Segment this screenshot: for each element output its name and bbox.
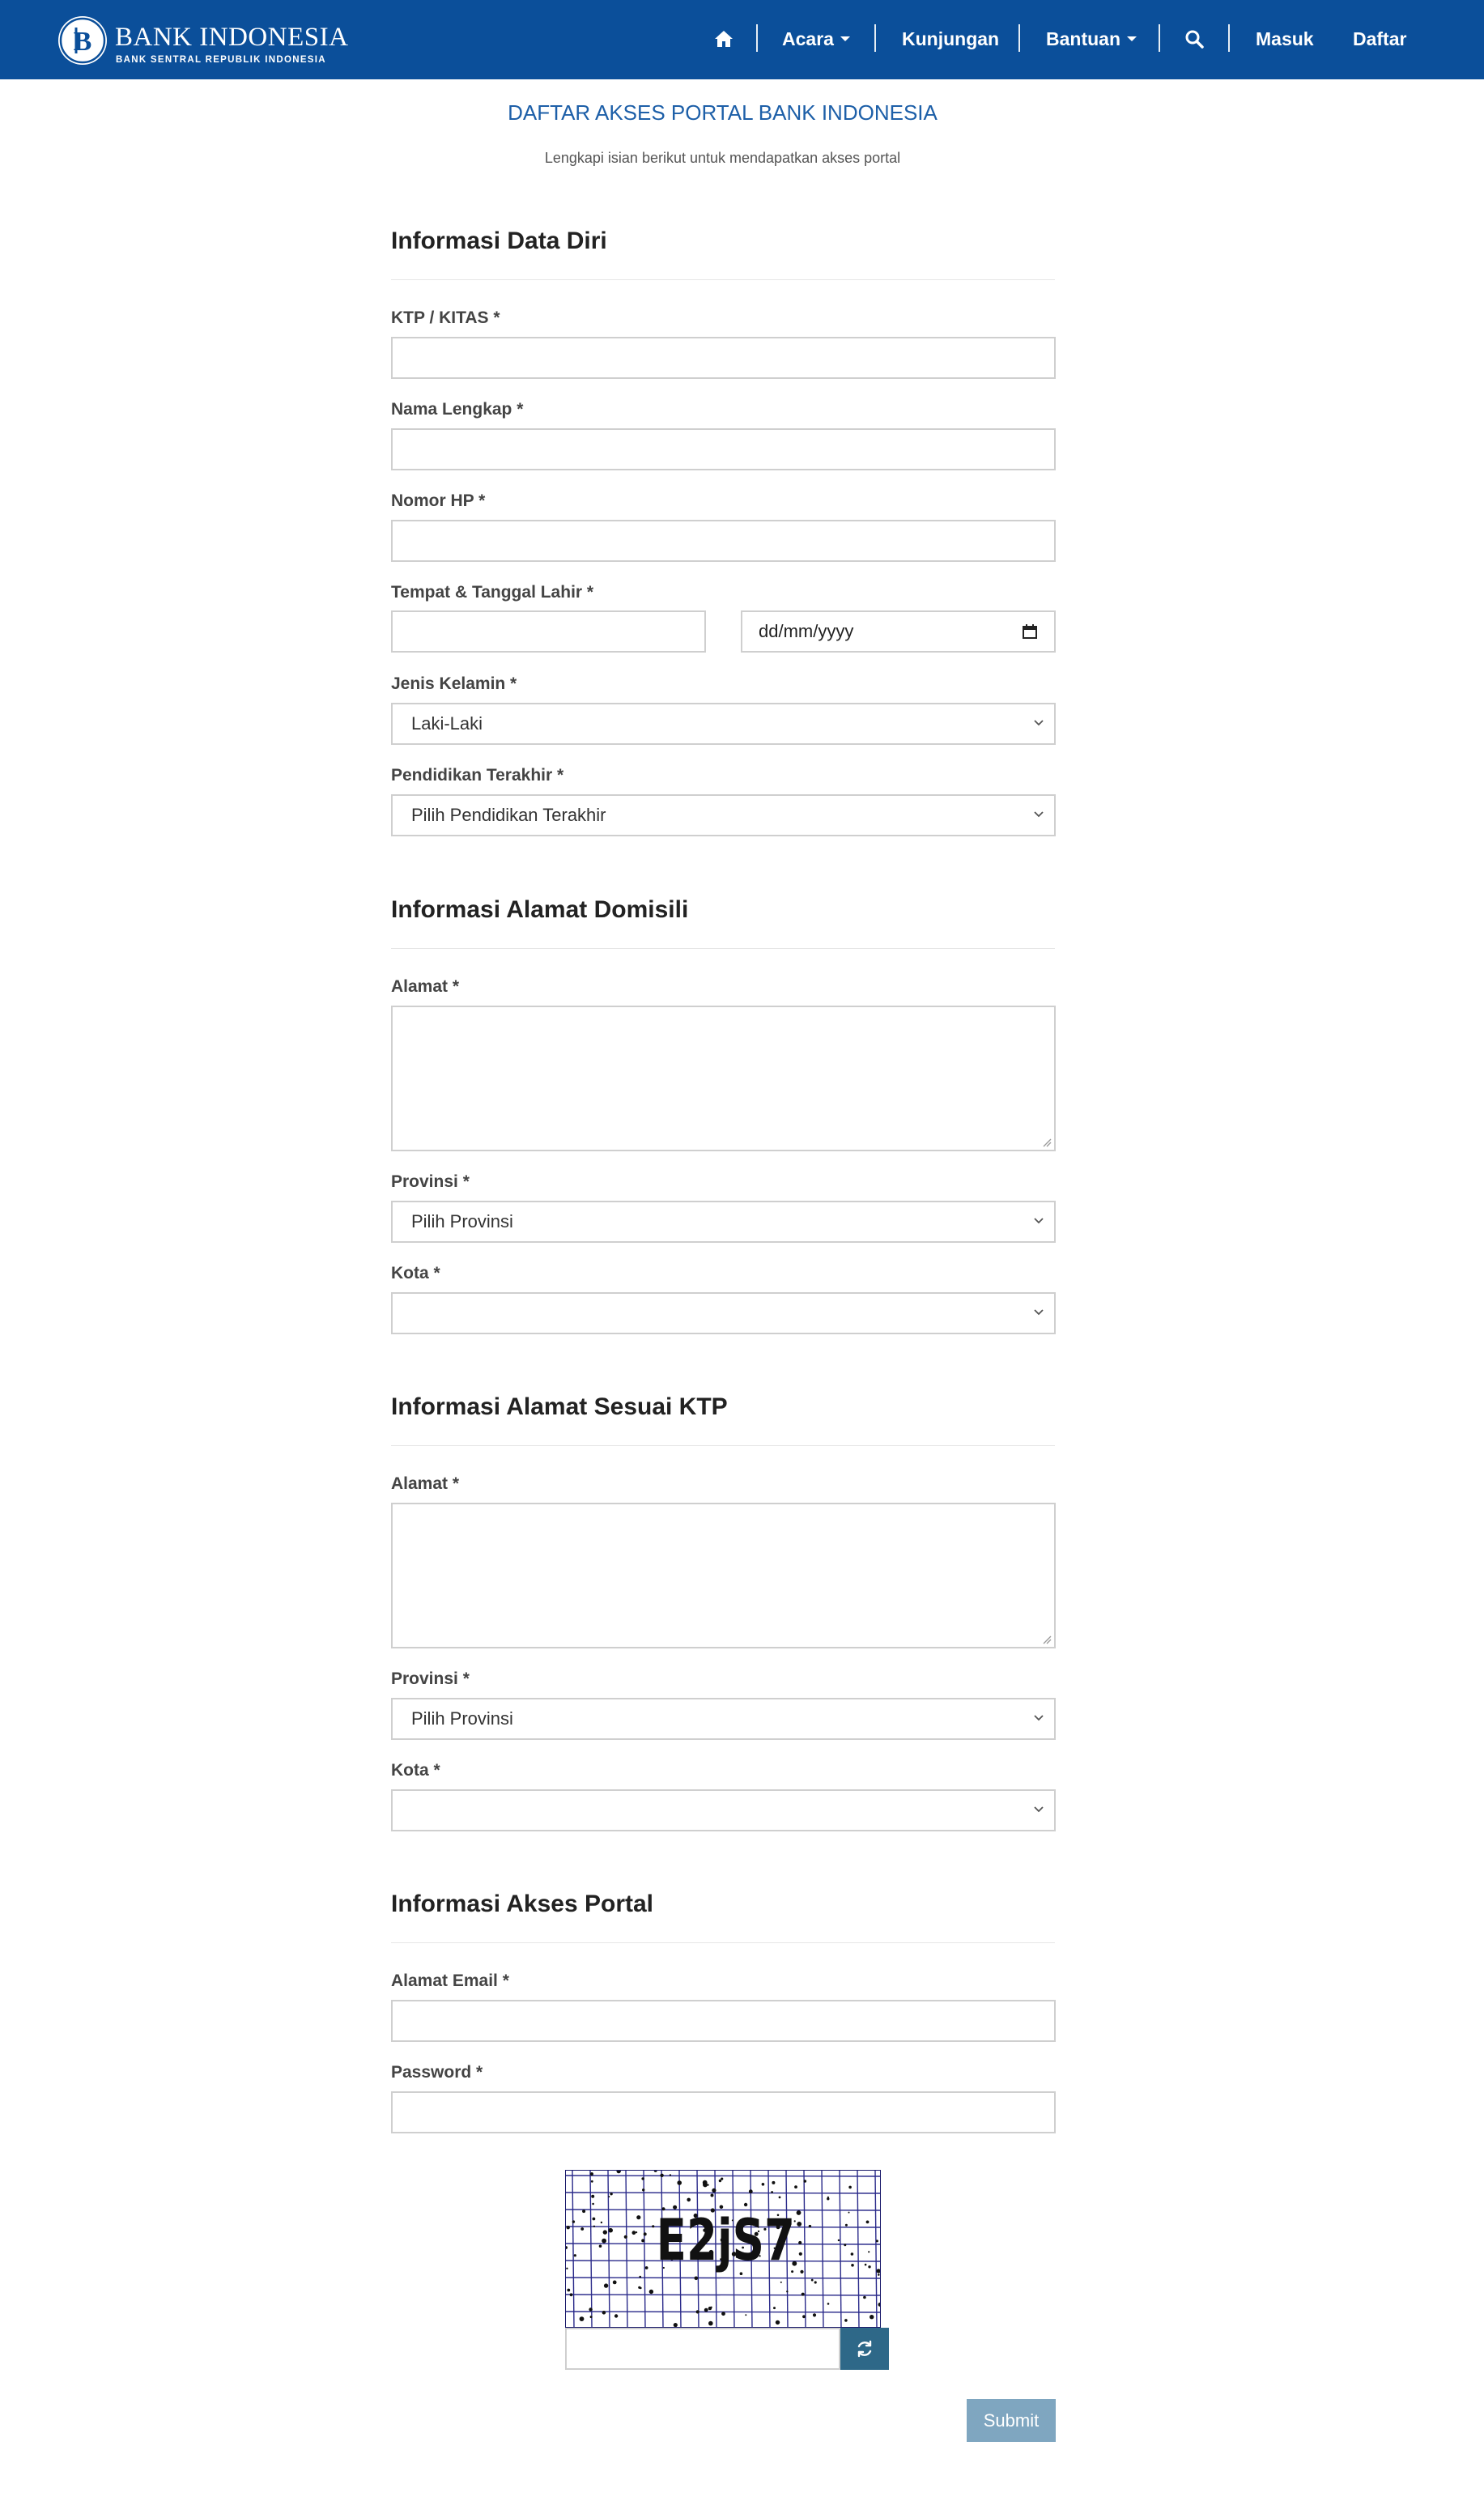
pendidikan-value: Pilih Pendidikan Terakhir bbox=[411, 805, 606, 825]
nav-separator bbox=[1018, 24, 1020, 52]
captcha-noise-dot bbox=[590, 2316, 593, 2318]
nav-daftar[interactable] bbox=[1353, 24, 1406, 53]
search-icon bbox=[1184, 29, 1204, 49]
nav-separator bbox=[756, 24, 758, 52]
captcha-noise-dot bbox=[771, 2191, 773, 2193]
captcha-noise-dot bbox=[813, 2313, 816, 2316]
captcha-noise-dot bbox=[844, 2319, 848, 2322]
jenis-kelamin-label: Jenis Kelamin * bbox=[391, 674, 517, 693]
nav-acara-label: Acara bbox=[782, 28, 834, 49]
captcha-noise-dot bbox=[811, 2279, 814, 2282]
jenis-kelamin-value: Laki-Laki bbox=[411, 713, 483, 734]
ktp-input[interactable] bbox=[391, 337, 1056, 379]
chevron-down-icon bbox=[1033, 1217, 1044, 1225]
captcha-noise-dot bbox=[800, 2270, 803, 2273]
captcha-noise-dot bbox=[649, 2290, 653, 2294]
captcha-noise-dot bbox=[567, 2226, 570, 2229]
page-title: DAFTAR AKSES PORTAL BANK INDONESIA bbox=[508, 100, 938, 125]
captcha-noise-dot bbox=[592, 2203, 594, 2205]
captcha-noise-dot bbox=[593, 2218, 596, 2221]
pendidikan-label: Pendidikan Terakhir * bbox=[391, 766, 564, 785]
home-icon bbox=[714, 30, 733, 48]
captcha-noise-dot bbox=[704, 2308, 708, 2312]
provinsi-domisili-select[interactable] bbox=[391, 1201, 1056, 1243]
captcha-noise-dot bbox=[591, 2180, 593, 2183]
captcha-text: E2jS7 bbox=[656, 2207, 795, 2273]
nav-daftar-label: Daftar bbox=[1353, 28, 1407, 49]
captcha-noise-dot bbox=[844, 2244, 846, 2246]
captcha-noise-dot bbox=[802, 2315, 806, 2318]
tanggal-lahir-date-input[interactable] bbox=[741, 610, 1056, 653]
brand-tagline: BANK SENTRAL REPUBLIK INDONESIA bbox=[116, 55, 326, 65]
brand-name: BANK INDONESIA bbox=[115, 23, 349, 52]
captcha-noise-dot bbox=[802, 2293, 805, 2296]
captcha-noise-dot bbox=[710, 2307, 712, 2308]
captcha-noise-dot bbox=[639, 2276, 641, 2278]
captcha-noise-dot bbox=[589, 2307, 592, 2311]
captcha-image bbox=[565, 2170, 881, 2328]
captcha-noise-dot bbox=[762, 2183, 765, 2186]
date-placeholder: dd/mm/yyyy bbox=[759, 621, 854, 641]
captcha-noise-dot bbox=[608, 2196, 610, 2197]
captcha-noise-dot bbox=[602, 2239, 606, 2244]
captcha-noise-dot bbox=[876, 2269, 880, 2273]
captcha-noise-dot bbox=[599, 2244, 602, 2248]
refresh-icon bbox=[855, 2339, 874, 2359]
nav-kunjungan[interactable] bbox=[902, 24, 999, 53]
section-title-akses-portal: Informasi Akses Portal bbox=[391, 1891, 654, 1917]
captcha-noise-dot bbox=[610, 2193, 612, 2195]
section-title-data-diri: Informasi Data Diri bbox=[391, 228, 607, 254]
captcha-noise-dot bbox=[848, 2212, 850, 2214]
chevron-down-icon bbox=[1033, 1308, 1044, 1316]
captcha-noise-dot bbox=[827, 2197, 829, 2200]
nav-bantuan[interactable] bbox=[1046, 24, 1137, 53]
chevron-down-icon bbox=[1033, 719, 1044, 727]
captcha-noise-dot bbox=[848, 2186, 852, 2189]
captcha-noise-dot bbox=[602, 2311, 606, 2315]
brand-logo-link[interactable] bbox=[58, 16, 349, 66]
captcha-noise-dot bbox=[794, 2185, 797, 2188]
captcha-noise-dot bbox=[591, 2195, 594, 2198]
captcha-noise-dot bbox=[868, 2265, 870, 2268]
section-divider bbox=[391, 1445, 1055, 1446]
captcha-refresh-button[interactable] bbox=[840, 2328, 889, 2370]
jenis-kelamin-select[interactable] bbox=[391, 703, 1056, 745]
captcha-noise-dot bbox=[614, 2314, 618, 2317]
captcha-noise-dot bbox=[868, 2251, 870, 2252]
captcha-noise-dot bbox=[772, 2181, 775, 2184]
alamat-ktp-label: Alamat * bbox=[391, 1474, 460, 1493]
alamat-domisili-textarea[interactable] bbox=[391, 1006, 1056, 1151]
provinsi-ktp-label: Provinsi * bbox=[391, 1669, 470, 1688]
provinsi-domisili-value: Pilih Provinsi bbox=[411, 1211, 513, 1231]
captcha-noise-dot bbox=[652, 2225, 654, 2227]
captcha-noise-dot bbox=[624, 2235, 627, 2239]
kota-domisili-select[interactable] bbox=[391, 1292, 1056, 1334]
captcha-noise-dot bbox=[870, 2315, 874, 2319]
svg-text:B: B bbox=[73, 27, 92, 57]
captcha-noise-dot bbox=[721, 2312, 725, 2316]
section-title-alamat-ktp: Informasi Alamat Sesuai KTP bbox=[391, 1393, 728, 1420]
provinsi-ktp-value: Pilih Provinsi bbox=[411, 1708, 513, 1729]
resize-grip-icon[interactable] bbox=[1042, 1635, 1052, 1644]
ttl-label: Tempat & Tanggal Lahir * bbox=[391, 583, 594, 602]
captcha-noise-dot bbox=[773, 2307, 776, 2309]
captcha-noise-dot bbox=[593, 2226, 595, 2227]
ktp-label: KTP / KITAS * bbox=[391, 308, 500, 327]
captcha-noise-dot bbox=[838, 2239, 840, 2241]
captcha-noise-dot bbox=[636, 2231, 637, 2233]
captcha-noise-dot bbox=[601, 2222, 602, 2223]
nomor-hp-label: Nomor HP * bbox=[391, 491, 486, 510]
provinsi-ktp-select[interactable] bbox=[391, 1698, 1056, 1740]
nav-masuk-label: Masuk bbox=[1256, 28, 1314, 49]
nav-search[interactable] bbox=[1184, 24, 1204, 53]
caret-down-icon bbox=[1127, 36, 1137, 41]
submit-button[interactable]: Submit bbox=[967, 2399, 1056, 2442]
captcha-noise-dot bbox=[645, 2266, 648, 2269]
captcha-noise-dot bbox=[809, 2225, 811, 2227]
captcha-noise-dot bbox=[878, 2273, 880, 2276]
page-subtitle: Lengkapi isian berikut untuk mendapatkan akses portal bbox=[544, 150, 901, 166]
captcha-noise-dot bbox=[580, 2227, 584, 2231]
captcha-noise-dot bbox=[865, 2264, 867, 2266]
captcha-noise-dot bbox=[804, 2180, 807, 2183]
captcha-noise-dot bbox=[863, 2296, 866, 2299]
captcha-noise-dot bbox=[779, 2197, 781, 2199]
captcha-noise-dot bbox=[604, 2283, 608, 2287]
captcha-noise-dot bbox=[567, 2289, 570, 2292]
captcha-noise-dot bbox=[703, 2180, 708, 2185]
nama-label: Nama Lengkap * bbox=[391, 400, 524, 419]
captcha-noise-dot bbox=[776, 2320, 780, 2324]
captcha-noise-dot bbox=[695, 2277, 699, 2281]
nav-home[interactable] bbox=[714, 24, 733, 53]
captcha-noise-dot bbox=[799, 2252, 802, 2256]
captcha-noise-dot bbox=[797, 2222, 802, 2227]
captcha-noise-dot bbox=[696, 2310, 699, 2313]
chevron-down-icon bbox=[1033, 1714, 1044, 1722]
captcha-noise-dot bbox=[711, 2194, 714, 2197]
kota-domisili-label: Kota * bbox=[391, 1264, 440, 1282]
captcha-noise-dot bbox=[851, 2252, 854, 2256]
password-label: Password * bbox=[391, 2063, 483, 2082]
captcha-noise-dot bbox=[677, 2180, 682, 2185]
captcha-noise-dot bbox=[638, 2286, 640, 2289]
captcha-noise-dot bbox=[641, 2239, 644, 2242]
captcha-noise-dot bbox=[797, 2210, 802, 2215]
section-divider bbox=[391, 279, 1055, 280]
nav-separator bbox=[874, 24, 876, 52]
alamat-ktp-textarea[interactable] bbox=[391, 1503, 1056, 1648]
captcha-noise-dot bbox=[642, 2188, 644, 2191]
captcha-noise-dot bbox=[876, 2239, 878, 2242]
captcha-noise-dot bbox=[708, 2321, 713, 2326]
captcha-noise-dot bbox=[582, 2210, 585, 2213]
kota-ktp-label: Kota * bbox=[391, 1761, 440, 1780]
captcha-noise-dot bbox=[632, 2231, 636, 2235]
nav-masuk[interactable] bbox=[1256, 24, 1314, 53]
captcha-noise-dot bbox=[608, 2228, 613, 2233]
nama-lengkap-input[interactable] bbox=[391, 428, 1056, 470]
bank-indonesia-emblem-icon bbox=[58, 16, 107, 65]
captcha-noise-dot bbox=[572, 2220, 575, 2222]
captcha-noise-dot bbox=[566, 2268, 568, 2269]
captcha-noise-dot bbox=[636, 2215, 640, 2219]
captcha-noise-dot bbox=[827, 2303, 830, 2305]
chevron-down-icon bbox=[1033, 1806, 1044, 1814]
nav-separator bbox=[1228, 24, 1230, 52]
captcha-noise-dot bbox=[660, 2174, 663, 2177]
captcha-noise-dot bbox=[786, 2290, 788, 2292]
captcha-noise-dot bbox=[641, 2177, 644, 2180]
nav-bantuan-label: Bantuan bbox=[1046, 28, 1120, 49]
captcha-noise-dot bbox=[574, 2254, 576, 2256]
captcha-noise-dot bbox=[866, 2221, 870, 2224]
captcha-noise-dot bbox=[745, 2314, 746, 2316]
nomor-hp-input[interactable] bbox=[391, 520, 1056, 562]
password-input[interactable] bbox=[391, 2091, 1056, 2133]
captcha-noise-dot bbox=[712, 2188, 716, 2193]
captcha-noise-dot bbox=[798, 2241, 802, 2244]
captcha-noise-dot bbox=[644, 2232, 647, 2235]
email-input[interactable] bbox=[391, 2000, 1056, 2042]
section-divider bbox=[391, 948, 1055, 949]
nav-kunjungan-label: Kunjungan bbox=[902, 28, 1000, 49]
top-navbar bbox=[0, 0, 1484, 79]
alamat-domisili-label: Alamat * bbox=[391, 977, 460, 996]
email-label: Alamat Email * bbox=[391, 1971, 509, 1990]
captcha-noise-dot bbox=[749, 2189, 753, 2193]
captcha-noise-dot bbox=[590, 2172, 593, 2176]
captcha-noise-dot bbox=[744, 2203, 747, 2206]
captcha-noise-dot bbox=[780, 2282, 782, 2283]
captcha-noise-dot bbox=[851, 2264, 854, 2267]
pendidikan-select[interactable] bbox=[391, 794, 1056, 836]
resize-grip-icon[interactable] bbox=[1042, 1138, 1052, 1147]
section-title-domisili: Informasi Alamat Domisili bbox=[391, 896, 689, 923]
captcha-input[interactable] bbox=[565, 2328, 840, 2370]
section-divider bbox=[391, 1942, 1055, 1943]
captcha-noise-dot bbox=[721, 2178, 723, 2180]
caret-down-icon bbox=[840, 36, 850, 41]
nav-acara[interactable] bbox=[782, 24, 850, 53]
captcha-noise-dot bbox=[670, 2174, 671, 2176]
captcha-noise-dot bbox=[687, 2198, 691, 2202]
captcha-noise-dot bbox=[845, 2224, 848, 2227]
captcha-noise-dot bbox=[674, 2323, 678, 2327]
kota-ktp-select[interactable] bbox=[391, 1789, 1056, 1831]
captcha-noise-dot bbox=[570, 2293, 573, 2296]
calendar-icon[interactable] bbox=[1022, 623, 1038, 640]
tempat-lahir-input[interactable] bbox=[391, 610, 706, 653]
nav-separator bbox=[1159, 24, 1160, 52]
captcha-noise-dot bbox=[613, 2281, 617, 2285]
captcha-noise-dot bbox=[814, 2281, 817, 2283]
captcha-noise-dot bbox=[719, 2180, 721, 2182]
captcha-noise-dot bbox=[603, 2230, 607, 2234]
provinsi-domisili-label: Provinsi * bbox=[391, 1172, 470, 1191]
captcha-noise-dot bbox=[580, 2316, 585, 2321]
chevron-down-icon bbox=[1033, 810, 1044, 819]
